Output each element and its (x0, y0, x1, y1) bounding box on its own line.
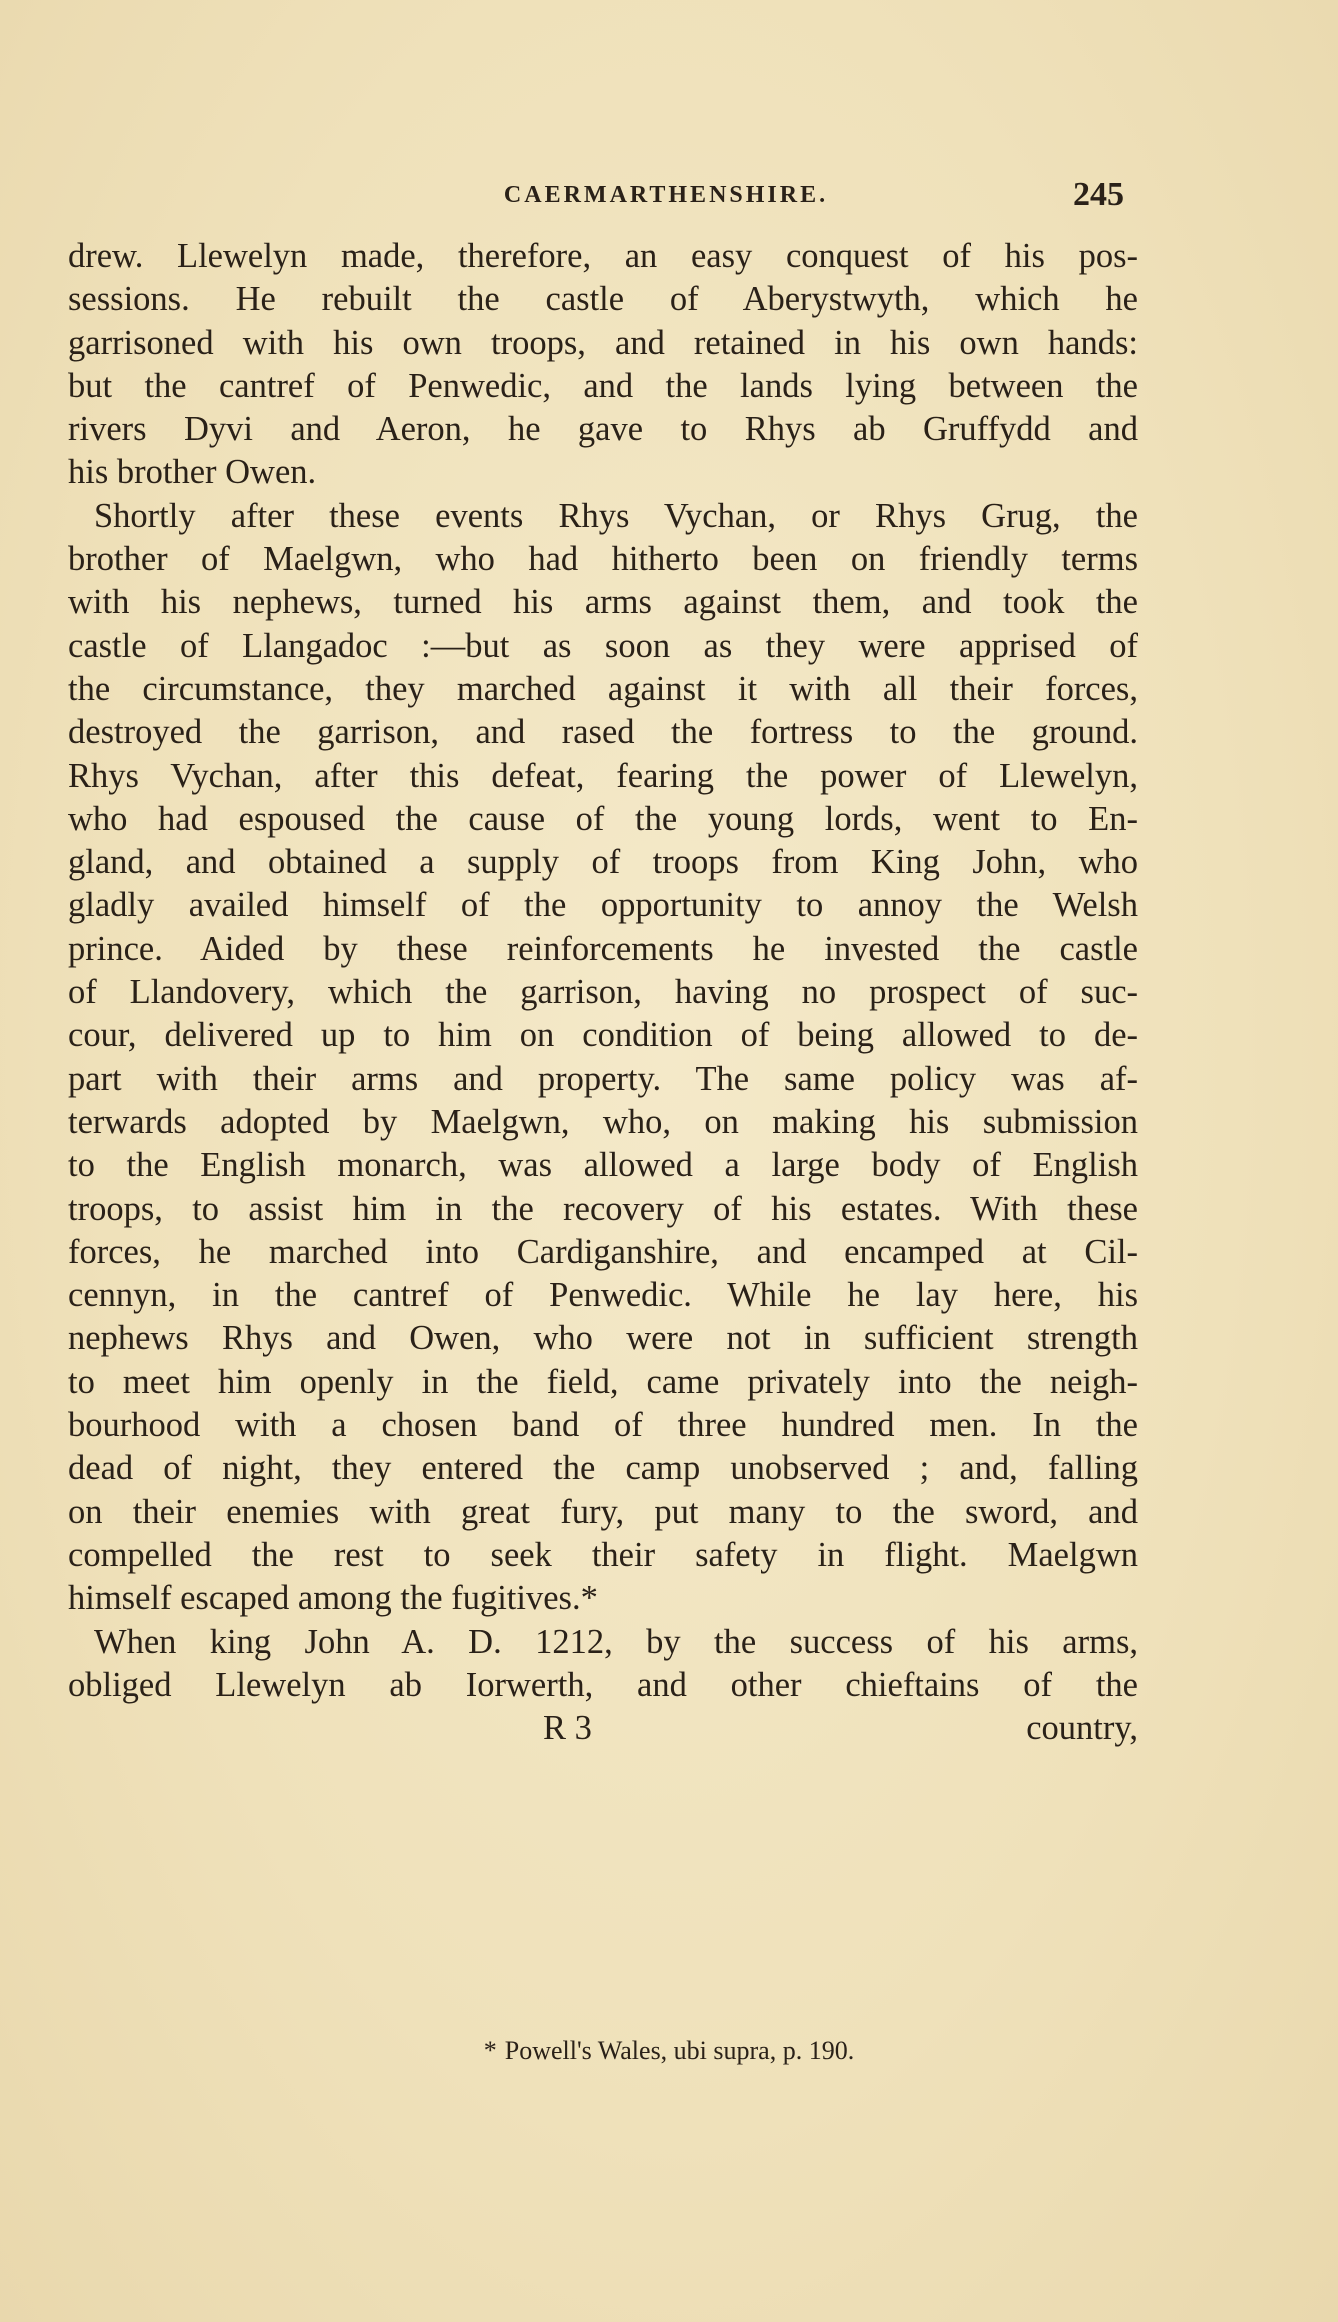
text-line: with his nephews, turned his arms against them, and took the (68, 583, 1138, 622)
text-line: garrisoned with his own troops, and retained in his own hands: (68, 323, 1138, 362)
page-number: 245 (1073, 176, 1124, 213)
text-line: who had espoused the cause of the young lords, went to En- (68, 799, 1138, 838)
text-line: drew. Llewelyn made, therefore, an easy conquest of his pos- (68, 237, 1138, 275)
text-line: obliged Llewelyn ab Iorwerth, and other chieftains of the (68, 1665, 1138, 1704)
text-line: troops, to assist him in the recovery of his estates. With these (68, 1189, 1138, 1228)
text-line: on their enemies with great fury, put many to the sword, and (68, 1492, 1138, 1531)
footnote-text: Powell's Wales, ubi supra, p. 190. (504, 2036, 855, 2065)
text-line: nephews Rhys and Owen, who were not in sufficient strength (68, 1319, 1138, 1358)
running-head: CAERMARTHENSHIRE. (503, 182, 829, 208)
text-line: castle of Llangadoc :—but as soon as they were apprised of (68, 626, 1138, 665)
signature-mark: R 3 (543, 1709, 592, 1748)
text-line: himself escaped among the fugitives.* (68, 1579, 598, 1618)
page-header (190, 178, 1142, 218)
text-line: cennyn, in the cantref of Penwedic. While he lay here, his (68, 1276, 1138, 1315)
signature-row (68, 1707, 1138, 1750)
text-line: to the English monarch, was allowed a large body of English (68, 1146, 1138, 1185)
text-line: of Llandovery, which the garrison, having no prospect of suc- (68, 973, 1138, 1012)
text-line: When king John A. D. 1212, by the success of his arms, (94, 1622, 1138, 1661)
text-line: prince. Aided by these reinforcements he invested the castle (68, 929, 1138, 968)
text-line: destroyed the garrison, and rased the fortress to the ground. (68, 713, 1138, 752)
footnote (0, 2036, 1338, 2066)
catchword: country, (1026, 1709, 1138, 1748)
text-line: the circumstance, they marched against it with all their forces, (68, 669, 1138, 708)
text-line: gland, and obtained a supply of troops from King John, who (68, 843, 1138, 882)
text-line: forces, he marched into Cardiganshire, and encamped at Cil- (68, 1232, 1138, 1271)
text-line: cour, delivered up to him on condition of being allowed to de- (68, 1016, 1138, 1055)
text-line: compelled the rest to seek their safety in flight. Maelgwn (68, 1535, 1138, 1574)
text-line: gladly availed himself of the opportunity to annoy the Welsh (68, 886, 1138, 925)
text-line: but the cantref of Penwedic, and the lands lying between the (68, 366, 1138, 405)
body-text (68, 235, 1138, 1750)
footnote-marker: * (483, 2036, 497, 2065)
text-line: rivers Dyvi and Aeron, he gave to Rhys ab Gruffydd and (68, 410, 1138, 449)
text-line: Rhys Vychan, after this defeat, fearing the power of Llewelyn, (68, 756, 1138, 795)
text-line: his brother Owen. (68, 453, 317, 492)
text-line: to meet him openly in the field, came privately into the neigh- (68, 1362, 1138, 1401)
text-line: terwards adopted by Maelgwn, who, on making his submission (68, 1102, 1138, 1141)
text-line: Shortly after these events Rhys Vychan, or Rhys Grug, the (94, 496, 1138, 535)
text-line: brother of Maelgwn, who had hitherto been on friendly terms (68, 540, 1138, 579)
text-line: bourhood with a chosen band of three hundred men. In the (68, 1406, 1138, 1445)
text-line: dead of night, they entered the camp unobserved ; and, falling (68, 1449, 1138, 1488)
text-line: part with their arms and property. The same policy was af- (68, 1059, 1138, 1098)
text-line: sessions. He rebuilt the castle of Aberystwyth, which he (68, 280, 1138, 319)
